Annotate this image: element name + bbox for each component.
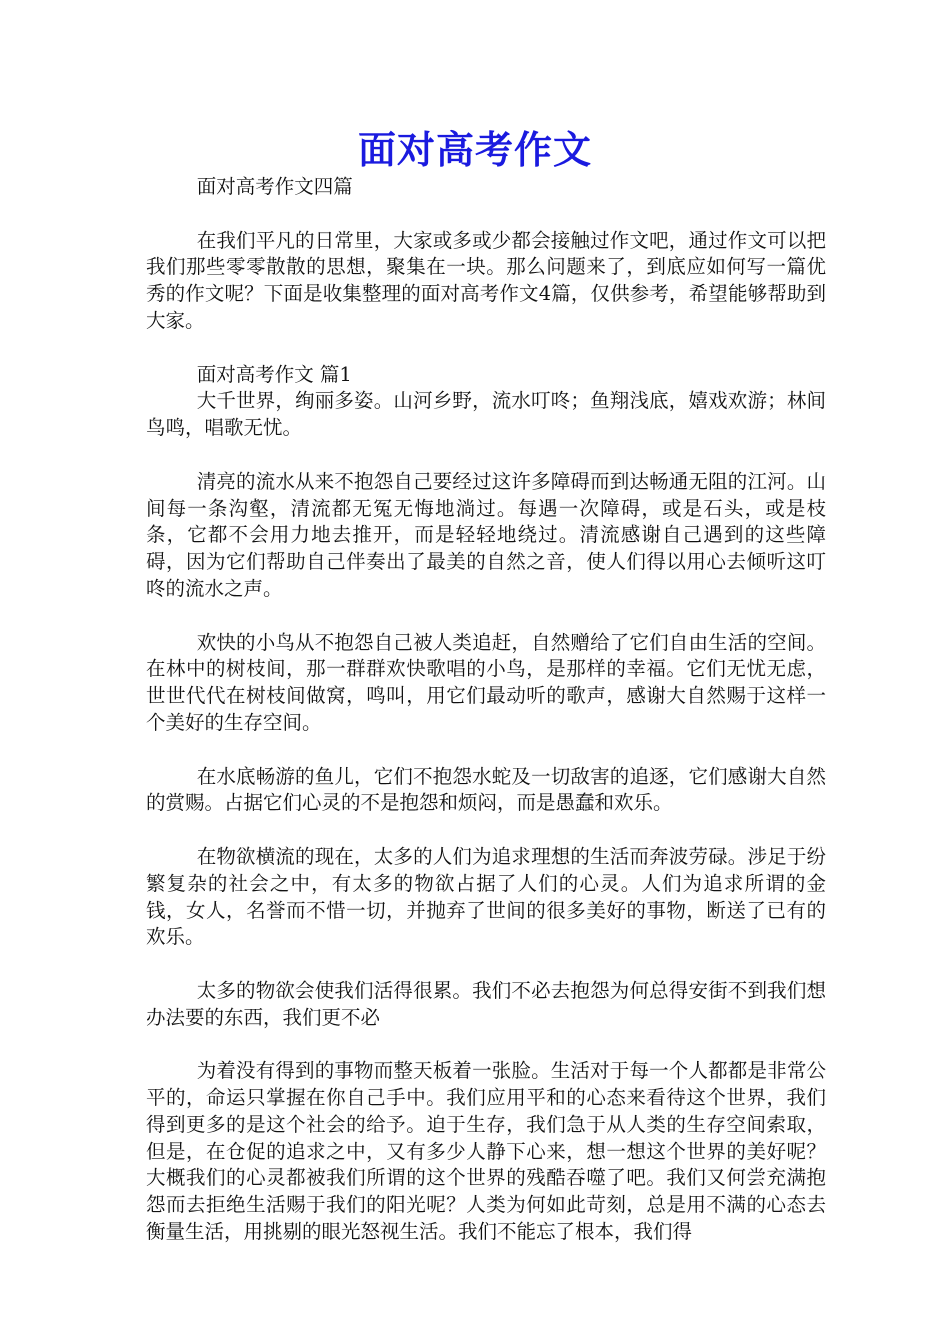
body-paragraph: 为着没有得到的事物而整天板着一张脸。生活对于每一个人都都是非常公平的，命运只掌握在你自己手中。我们应用平和的心态来看待这个世界，我们得到更多的是这个社会的给予。迫于生存，我们急于从人类的生存空间索取，但是，在仓促的追求之中，又有多少人静下心来，想一想这个世界的美好呢？大概我们的心灵都被我们所谓的这个世界的残酷吞噬了吧。我们又何尝充满抱怨而去拒绝生活赐于我们的阳光呢？人类为何如此苛刻，总是用不满的心态去衡量生活，用挑剔的眼光怒视生活。我们不能忘了根本，我们得 — [146, 1059, 826, 1244]
intro-paragraph: 在我们平凡的日常里，大家或多或少都会接触过作文吧，通过作文可以把我们那些零零散散的思想，聚集在一块。那么问题来了，到底应如何写一篇优秀的作文呢？下面是收集整理的面对高考作文4篇，仅供参考，希望能够帮助到大家。 — [146, 228, 826, 332]
document-title: 面对高考作文 — [357, 127, 592, 172]
body-paragraph: 太多的物欲会使我们活得很累。我们不必去抱怨为何总得安街不到我们想办法要的东西，我们更不必 — [146, 978, 826, 1029]
body-paragraph: 在物欲横流的现在，太多的人们为追求理想的生活而奔波劳碌。涉足于纷繁复杂的社会之中，有太多的物欲占据了人们的心灵。人们为追求所谓的金钱，女人，名誉而不惜一切，并抛弃了世间的很多美好的事物，断送了已有的欢乐。 — [146, 844, 826, 949]
body-paragraph: 在水底畅游的鱼儿，它们不抱怨水蛇及一切敌害的追逐，它们感谢大自然的赏赐。占据它们心灵的不是抱怨和烦闷，而是愚蠢和欢乐。 — [146, 764, 826, 815]
body-paragraph: 清亮的流水从来不抱怨自己要经过这许多障碍而到达畅通无阻的江河。山间每一条沟壑，清流都无冤无悔地淌过。每遇一次障碍，或是石头，或是枝条，它都不会用力地去推开，而是轻轻地绕过。清流感谢自己遇到的这些障碍，因为它们帮助自己伴奏出了最美的自然之音，使人们得以用心去倾听这叮咚的流水之声。 — [146, 469, 826, 600]
document-body — [146, 174, 826, 1246]
section-heading: 面对高考作文 篇1 — [196, 362, 352, 386]
body-paragraph: 大千世界，绚丽多姿。山河乡野，流水叮咚；鱼翔浅底，嬉戏欢游；林间鸟鸣，唱歌无忧。 — [146, 389, 826, 440]
subtitle-paragraph: 面对高考作文四篇 — [196, 175, 353, 198]
body-paragraph: 欢快的小鸟从不抱怨自己被人类追赶，自然赠给了它们自由生活的空间。在林中的树枝间，那一群群欢快歌唱的小鸟，是那样的幸福。它们无忧无虑，世世代代在树枝间做窝，鸣叫，用它们最动听的歌声，感谢大自然赐于这样一个美好的生存空间。 — [146, 630, 826, 734]
